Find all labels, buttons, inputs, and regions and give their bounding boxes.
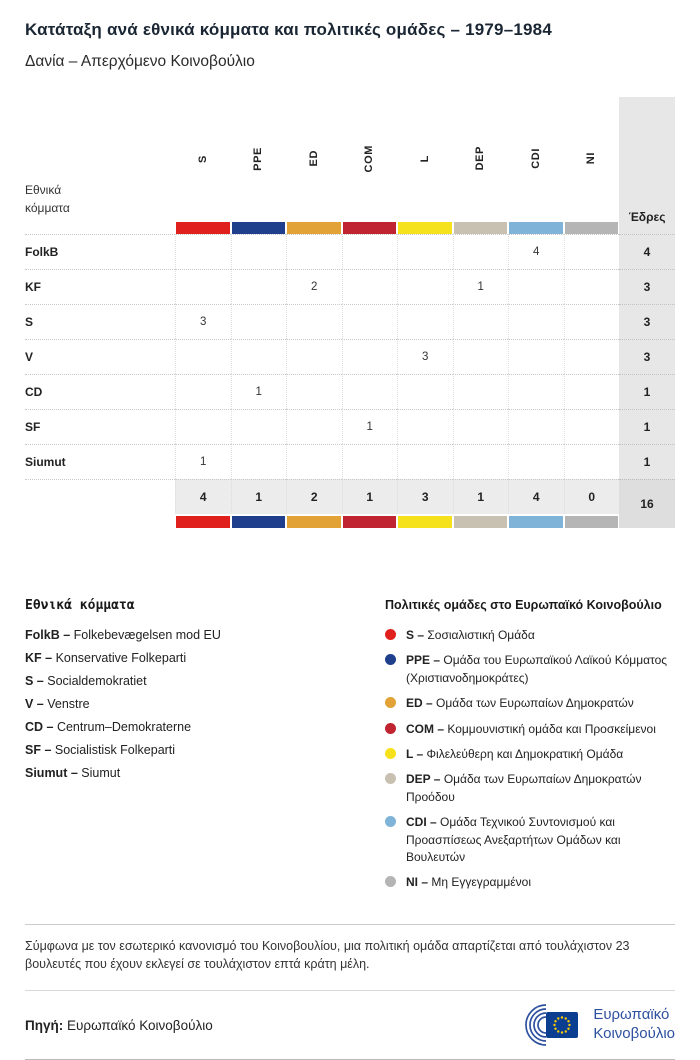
group-legend-item xyxy=(385,814,675,866)
group-full-name: Ομάδα του Ευρωπαϊκού Λαϊκού Κόμματος (Χριστιανοδημοκράτες) xyxy=(406,653,668,685)
seat-count-cell xyxy=(508,374,564,409)
seat-count-cell xyxy=(231,409,287,444)
seat-count-cell xyxy=(564,444,620,479)
group-legend-item xyxy=(385,746,675,763)
party-full-name: Siumut xyxy=(81,766,121,780)
party-code: Siumut – xyxy=(25,766,82,780)
party-code: S – xyxy=(25,674,48,688)
seat-count-cell xyxy=(564,269,620,304)
group-full-name: Φιλελεύθερη και Δημοκρατική Ομάδα xyxy=(426,746,624,761)
row-total-seats: 1 xyxy=(619,409,675,444)
ppe-group-color-dot xyxy=(385,654,396,665)
group-code: NI – xyxy=(406,875,432,890)
seat-count-cell xyxy=(231,339,287,374)
party-code: KF – xyxy=(25,651,56,665)
party-code: SF – xyxy=(25,743,55,757)
column-total: 4 xyxy=(175,479,231,514)
column-total: 2 xyxy=(286,479,342,514)
column-header-label: PPE xyxy=(252,146,265,171)
group-legend-text xyxy=(406,721,656,738)
group-legend-text xyxy=(406,746,623,763)
group-color-bar xyxy=(565,222,619,234)
seat-count-cell xyxy=(508,304,564,339)
dep-group-color-dot xyxy=(385,773,396,784)
party-code: CD – xyxy=(25,720,57,734)
seat-count-cell xyxy=(175,374,231,409)
seat-count-cell: 2 xyxy=(286,269,342,304)
seat-count-cell: 1 xyxy=(342,409,398,444)
group-legend-text xyxy=(406,627,535,644)
logo-wordmark xyxy=(593,1006,675,1044)
seat-count-cell xyxy=(342,339,398,374)
group-legend-text xyxy=(406,814,675,866)
row-total-seats: 1 xyxy=(619,374,675,409)
column-header-ppe xyxy=(231,97,287,234)
seat-count-cell xyxy=(286,409,342,444)
row-header-label xyxy=(25,97,175,234)
row-total-seats: 3 xyxy=(619,269,675,304)
seat-count-cell xyxy=(397,304,453,339)
group-code: CDI – xyxy=(406,815,441,830)
party-name: SF xyxy=(25,409,175,444)
l-group-color-dot xyxy=(385,748,396,759)
group-full-name: Ομάδα των Ευρωπαίων Δημοκρατών xyxy=(436,696,634,711)
seat-count-cell xyxy=(508,409,564,444)
party-full-name: Venstre xyxy=(47,697,90,711)
party-name: KF xyxy=(25,269,175,304)
group-legend-text xyxy=(406,695,634,712)
column-header-ed xyxy=(286,97,342,234)
party-legend-item xyxy=(25,697,385,711)
seat-count-cell xyxy=(453,339,509,374)
seat-count-cell xyxy=(453,444,509,479)
group-code: DEP – xyxy=(406,772,444,787)
seat-count-cell xyxy=(342,304,398,339)
column-header-label: NI xyxy=(585,152,598,165)
seat-count-cell xyxy=(342,234,398,269)
seat-count-cell xyxy=(564,339,620,374)
source-value: Ευρωπαϊκό Κοινοβούλιο xyxy=(67,1017,213,1033)
european-parliament-logo xyxy=(509,1003,675,1047)
totals-row-spacer xyxy=(25,479,175,514)
party-full-name: Folkebevægelsen mod EU xyxy=(73,628,221,642)
seat-count-cell xyxy=(231,444,287,479)
seat-count-cell xyxy=(286,234,342,269)
group-full-name: Κομμουνιστική ομάδα και Προσκείμενοι xyxy=(447,721,656,736)
group-code: S – xyxy=(406,628,428,642)
seat-count-cell xyxy=(231,304,287,339)
seat-count-cell xyxy=(286,444,342,479)
group-full-name: Σοσιαλιστική Ομάδα xyxy=(427,628,535,642)
column-total: 4 xyxy=(508,479,564,514)
seat-count-cell: 1 xyxy=(175,444,231,479)
logo-wordmark-line2: Κοινοβούλιο xyxy=(593,1025,675,1043)
column-header-s xyxy=(175,97,231,234)
party-full-name: Konservative Folkeparti xyxy=(55,651,187,665)
column-total: 3 xyxy=(397,479,453,514)
group-color-bar-bottom xyxy=(287,516,341,528)
column-header-dep xyxy=(453,97,509,234)
party-full-name: Socialistisk Folkeparti xyxy=(54,743,176,757)
group-color-bar-bottom-cell xyxy=(508,514,564,528)
group-legend-items xyxy=(385,627,675,892)
source-text xyxy=(25,1018,213,1033)
seat-count-cell xyxy=(286,374,342,409)
party-code: V – xyxy=(25,697,48,711)
seat-count-cell xyxy=(397,234,453,269)
party-name: V xyxy=(25,339,175,374)
party-legend xyxy=(25,598,385,900)
group-color-bar-bottom xyxy=(176,516,230,528)
source-label: Πηγή: xyxy=(25,1017,64,1033)
group-color-bar xyxy=(343,222,397,234)
group-color-bar xyxy=(454,222,508,234)
group-color-bar-bottom-cell xyxy=(453,514,509,528)
seat-count-cell xyxy=(286,304,342,339)
bottom-bars-spacer xyxy=(25,514,175,528)
group-code: L – xyxy=(406,746,427,761)
column-header-l xyxy=(397,97,453,234)
seat-count-cell xyxy=(508,339,564,374)
seat-count-cell xyxy=(397,269,453,304)
group-legend-text xyxy=(406,652,675,687)
group-color-bar-bottom-cell xyxy=(397,514,453,528)
seat-count-cell xyxy=(175,269,231,304)
group-full-name: Ομάδα Τεχνικού Συντονισμού και Προασπίσεως Ανεξαρτήτων Ομάδων και Βουλευτών xyxy=(406,815,621,864)
group-code: ED – xyxy=(406,696,437,711)
column-header-label: ED xyxy=(307,150,320,167)
party-legend-item xyxy=(25,674,385,688)
group-legend-item xyxy=(385,771,675,806)
seat-count-cell: 1 xyxy=(453,269,509,304)
party-full-name: Centrum–Demokraterne xyxy=(56,720,192,734)
group-code: COM – xyxy=(406,721,448,736)
seat-count-cell xyxy=(397,409,453,444)
group-color-bar-bottom-cell xyxy=(342,514,398,528)
row-total-seats: 1 xyxy=(619,444,675,479)
seat-count-cell xyxy=(231,234,287,269)
column-total: 0 xyxy=(564,479,620,514)
group-color-bar-bottom-cell xyxy=(286,514,342,528)
column-header-ni xyxy=(564,97,620,234)
party-legend-item xyxy=(25,651,385,665)
party-code: FolkB – xyxy=(25,628,74,642)
party-legend-title: Εθνικά κόμματα xyxy=(25,598,135,613)
seat-count-cell xyxy=(564,374,620,409)
seat-count-cell xyxy=(508,444,564,479)
ep-logo-graphic xyxy=(509,1003,585,1047)
group-legend-title: Πολιτικές ομάδες στο Ευρωπαϊκό Κοινοβούλιο xyxy=(385,598,662,612)
group-color-bar-bottom xyxy=(565,516,619,528)
group-legend xyxy=(385,598,675,900)
group-color-bar-bottom xyxy=(398,516,452,528)
seat-count-cell xyxy=(508,269,564,304)
com-group-color-dot xyxy=(385,723,396,734)
group-full-name: Ομάδα των Ευρωπαίων Δημοκρατών Προόδου xyxy=(406,772,642,804)
group-color-bar xyxy=(509,222,563,234)
row-total-seats: 3 xyxy=(619,304,675,339)
group-legend-text xyxy=(406,771,675,806)
party-legend-item xyxy=(25,628,385,642)
group-legend-item xyxy=(385,627,675,644)
seat-count-cell xyxy=(564,304,620,339)
cdi-group-color-dot xyxy=(385,816,396,827)
seat-count-cell xyxy=(175,234,231,269)
column-header-label: S xyxy=(196,154,209,163)
seat-count-cell xyxy=(175,409,231,444)
group-legend-text xyxy=(406,874,531,891)
group-color-bar-bottom xyxy=(454,516,508,528)
column-header-label: COM xyxy=(363,144,376,173)
group-color-bar xyxy=(176,222,230,234)
party-full-name: Socialdemokratiet xyxy=(47,674,147,688)
group-legend-item xyxy=(385,874,675,891)
group-color-bar-bottom-cell xyxy=(564,514,620,528)
seat-count-cell xyxy=(342,269,398,304)
seat-count-cell xyxy=(564,234,620,269)
seat-count-cell xyxy=(453,409,509,444)
group-color-bar-bottom-cell xyxy=(175,514,231,528)
party-legend-item xyxy=(25,766,385,780)
group-legend-item xyxy=(385,721,675,738)
column-header-com xyxy=(342,97,398,234)
row-header-label-text: Εθνικά κόμματα xyxy=(25,182,70,216)
ed-group-color-dot xyxy=(385,697,396,708)
page-subtitle: Δανία – Απερχόμενο Κοινοβούλιο xyxy=(25,53,255,70)
group-color-bar-bottom-cell xyxy=(231,514,287,528)
column-header-label: L xyxy=(418,154,431,163)
seat-count-cell xyxy=(397,444,453,479)
source-section xyxy=(25,990,675,1060)
party-name: S xyxy=(25,304,175,339)
seat-count-cell xyxy=(453,374,509,409)
party-name: CD xyxy=(25,374,175,409)
group-color-bar xyxy=(398,222,452,234)
footnote-text: Σύμφωνα με τον εσωτερικό κανονισμό του Κοινοβουλίου, μια πολιτική ομάδα απαρτίζεται από τουλάχιστον 23 βουλευτές που έχουν εκλεγεί σε τουλάχιστον επτά κράτη μέλη. xyxy=(25,924,675,975)
seat-count-cell xyxy=(453,234,509,269)
group-legend-item xyxy=(385,695,675,712)
grand-total-seats: 16 xyxy=(619,479,675,528)
legend-section xyxy=(25,598,675,900)
column-header-label: CDI xyxy=(529,148,542,169)
party-legend-items xyxy=(25,628,385,780)
seat-count-cell xyxy=(342,444,398,479)
seat-count-cell: 3 xyxy=(397,339,453,374)
group-color-bar xyxy=(287,222,341,234)
group-color-bar xyxy=(232,222,286,234)
seat-count-cell xyxy=(453,304,509,339)
seat-count-cell xyxy=(564,409,620,444)
seat-count-cell: 4 xyxy=(508,234,564,269)
logo-wordmark-line1: Ευρωπαϊκό xyxy=(593,1006,670,1024)
row-total-seats: 3 xyxy=(619,339,675,374)
party-legend-item xyxy=(25,720,385,734)
group-color-bar-bottom xyxy=(509,516,563,528)
seats-column-header: Έδρες xyxy=(619,97,675,234)
column-header-label: DEP xyxy=(474,146,487,171)
group-full-name: Μη Εγγεγραμμένοι xyxy=(431,875,531,890)
results-table xyxy=(25,97,675,528)
column-header-cdi xyxy=(508,97,564,234)
s-group-color-dot xyxy=(385,629,396,640)
seat-count-cell: 3 xyxy=(175,304,231,339)
seat-count-cell xyxy=(231,269,287,304)
group-legend-item xyxy=(385,652,675,687)
seat-count-cell xyxy=(342,374,398,409)
column-total: 1 xyxy=(453,479,509,514)
column-total: 1 xyxy=(342,479,398,514)
group-code: PPE – xyxy=(406,653,444,668)
page-title: Κατάταξη ανά εθνικά κόμματα και πολιτικές ομάδες – 1979–1984 xyxy=(25,20,552,39)
seat-count-cell xyxy=(175,339,231,374)
column-total: 1 xyxy=(231,479,287,514)
group-color-bar-bottom xyxy=(232,516,286,528)
ni-group-color-dot xyxy=(385,876,396,887)
seat-count-cell xyxy=(397,374,453,409)
party-legend-item xyxy=(25,743,385,757)
party-name: Siumut xyxy=(25,444,175,479)
seat-count-cell xyxy=(286,339,342,374)
seat-count-cell: 1 xyxy=(231,374,287,409)
row-total-seats: 4 xyxy=(619,234,675,269)
group-color-bar-bottom xyxy=(343,516,397,528)
party-name: FolkB xyxy=(25,234,175,269)
